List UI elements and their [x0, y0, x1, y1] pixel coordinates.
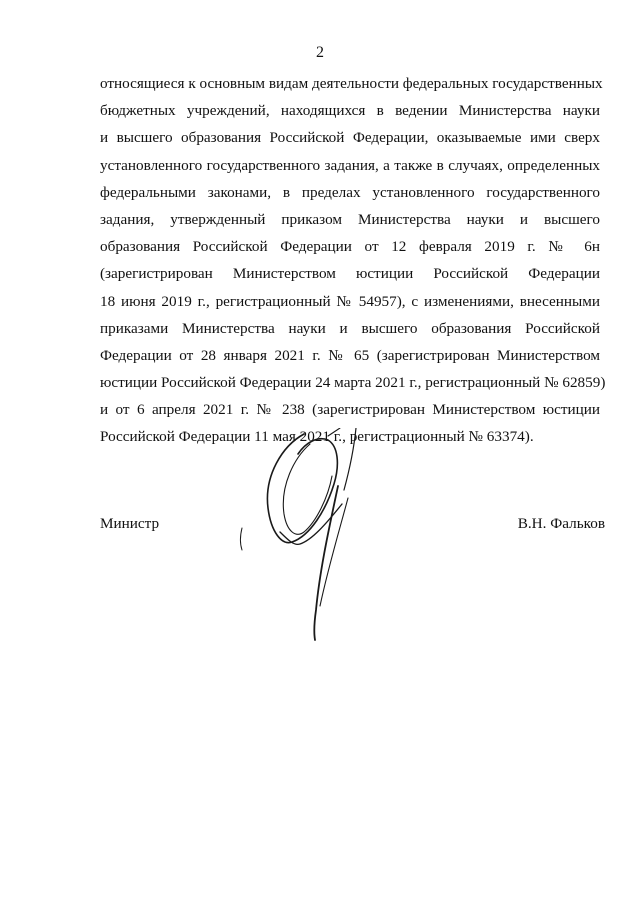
- handwritten-signature: [230, 428, 400, 653]
- body-line: Федерации от 28 января 2021 г. № 65 (зарегистрирован Министерством: [100, 346, 600, 364]
- signature-stroke-slant-2: [344, 428, 356, 490]
- signature-stroke-loop: [267, 434, 337, 543]
- body-line: приказами Министерства науки и высшего образования Российской: [100, 319, 600, 337]
- body-line: юстиции Российской Федерации 24 марта 2021 г., регистрационный № 62859): [100, 374, 606, 392]
- signature-stroke-tick: [241, 528, 243, 550]
- signature-stroke-slant: [328, 428, 340, 436]
- body-line: (зарегистрирован Министерством юстиции Российской Федерации: [100, 265, 600, 283]
- signature-stroke-inner: [283, 444, 332, 534]
- body-line: и высшего образования Российской Федерации, оказываемые ими сверх: [100, 129, 600, 147]
- body-line: установленного государственного задания, а также в случаях, определенных: [100, 156, 600, 174]
- body-line: 18 июня 2019 г., регистрационный № 54957), с изменениями, внесенными: [100, 292, 600, 310]
- body-line: задания, утвержденный приказом Министерства науки и высшего: [100, 210, 600, 228]
- signatory-title: Министр: [100, 515, 160, 532]
- body-line: федеральными законами, в пределах установленного государственного: [100, 183, 600, 201]
- page-number: 2: [316, 44, 324, 61]
- body-paragraph: [100, 70, 606, 451]
- body-line: и от 6 апреля 2021 г. № 238 (зарегистрирован Министерством юстиции: [100, 401, 600, 419]
- body-line: образования Российской Федерации от 12 февраля 2019 г. № 6н: [100, 238, 600, 256]
- body-line: Российской Федерации 11 мая 2021 г., регистрационный № 63374).: [100, 428, 534, 446]
- signatory-name: В.Н. Фальков: [517, 515, 605, 532]
- signature-stroke-stem: [314, 486, 338, 640]
- body-line: бюджетных учреждений, находящихся в ведении Министерства науки: [100, 102, 600, 120]
- body-line: относящиеся к основным видам деятельности федеральных государственных: [100, 75, 603, 92]
